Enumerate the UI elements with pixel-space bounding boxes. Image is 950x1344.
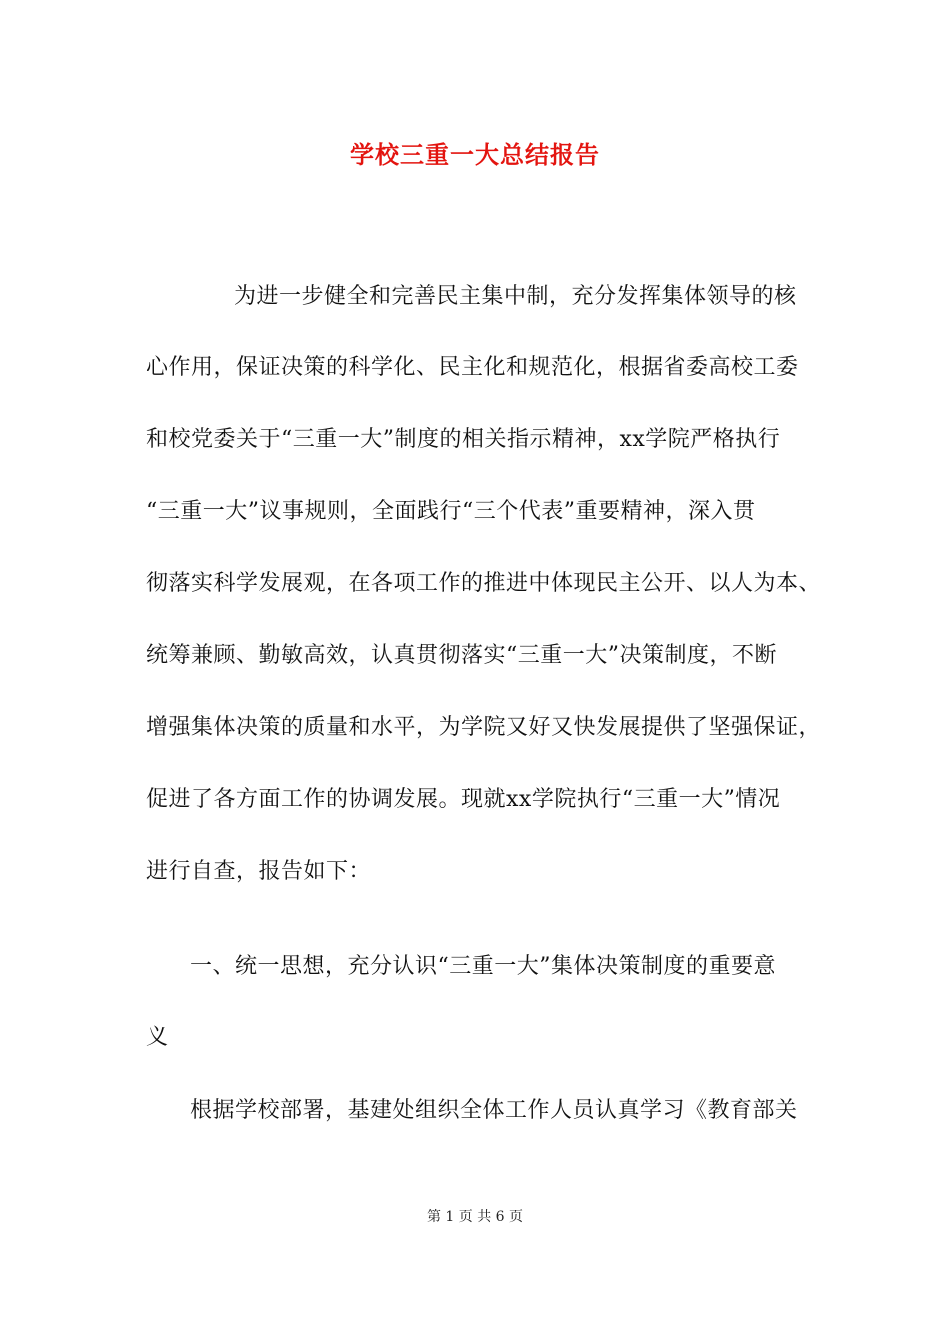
paragraph-line-3: 和校党委关于“三重一大”制度的相关指示精神，xx学院严格执行 <box>146 427 781 452</box>
section-heading-line-1: 一、统一思想，充分认识“三重一大”集体决策制度的重要意 <box>190 954 776 979</box>
page-number-footer: 第 1 页 共 6 页 <box>426 1209 524 1225</box>
paragraph-line-1: 为进一步健全和完善民主集中制，充分发挥集体领导的核 <box>234 284 797 309</box>
paragraph-line-10: 根据学校部署，基建处组织全体工作人员认真学习《教育部关 <box>190 1098 798 1123</box>
paragraph-line-6: 统筹兼顾、勤敏高效，认真贯彻落实“三重一大”决策制度，不断 <box>146 643 777 668</box>
document-title: 学校三重一大总结报告 <box>350 140 600 169</box>
paragraph-line-7: 增强集体决策的质量和水平，为学院又好又快发展提供了坚强保证， <box>146 715 822 740</box>
paragraph-line-4: “三重一大”议事规则，全面践行“三个代表”重要精神，深入贯 <box>146 499 756 524</box>
paragraph-line-5: 彻落实科学发展观，在各项工作的推进中体现民主公开、以人为本、 <box>146 571 822 596</box>
paragraph-line-8: 促进了各方面工作的协调发展。现就xx学院执行“三重一大”情况 <box>146 787 781 812</box>
section-heading-line-2: 义 <box>146 1025 169 1050</box>
paragraph-line-9: 进行自查，报告如下： <box>146 859 372 884</box>
paragraph-line-2: 心作用，保证决策的科学化、民主化和规范化，根据省委高校工委 <box>146 355 799 380</box>
